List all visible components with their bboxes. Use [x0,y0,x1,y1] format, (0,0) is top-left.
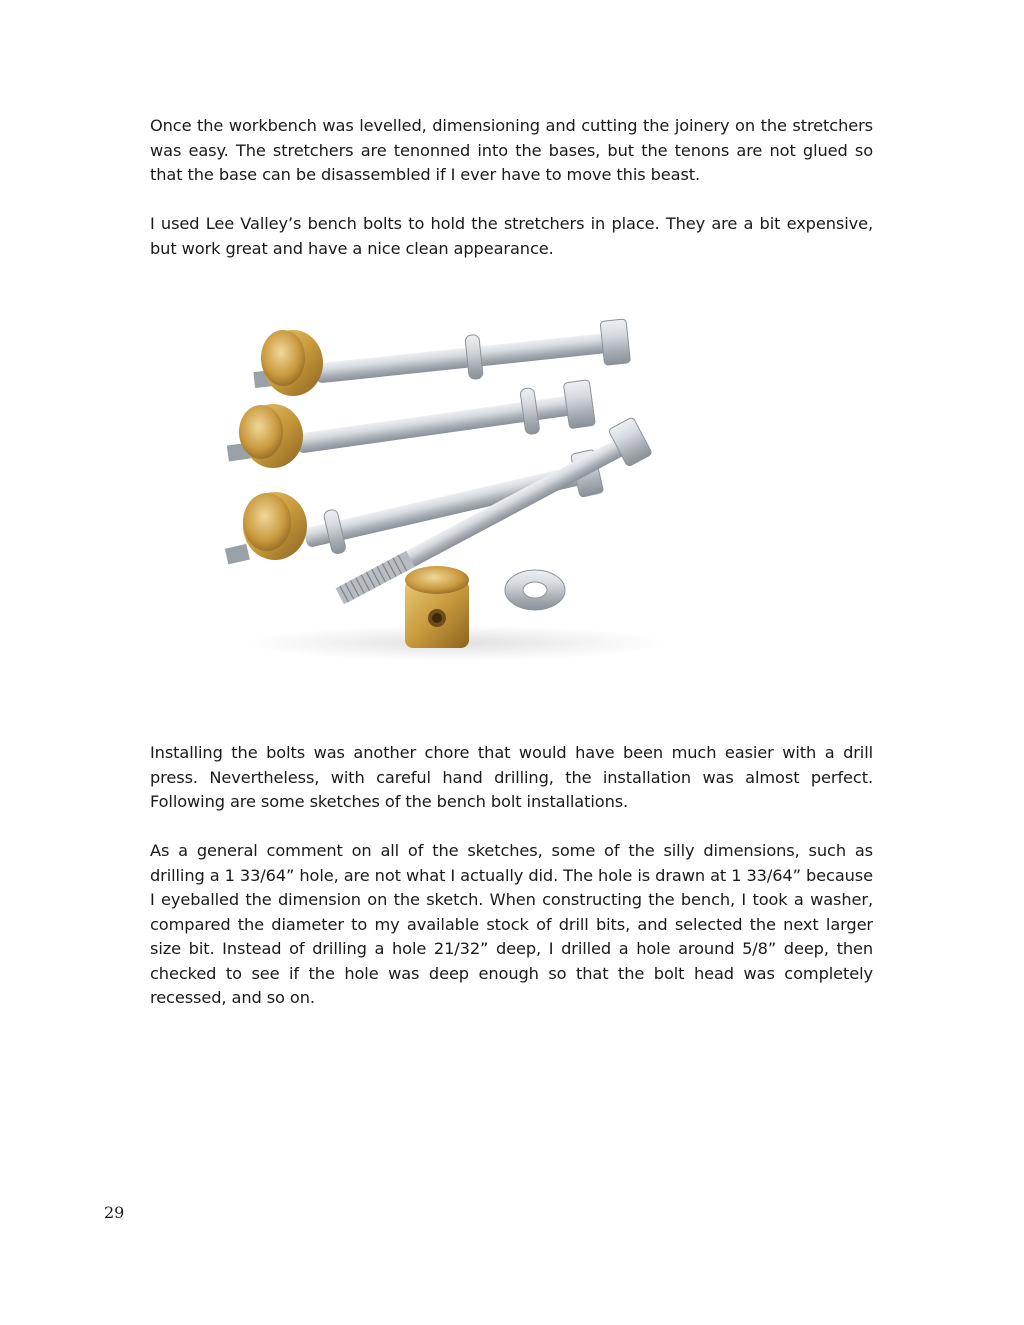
bench-bolts-photo [205,318,675,668]
bolt-2 [225,380,596,477]
paragraph-workbench-levelled: Once the workbench was levelled, dimensioning and cutting the joinery on the stretchers was easy. The stretchers are tenonned into the bases, but the tenons are not glued so that the base can be disassembled if I ever have to move this beast. [150,116,873,184]
paragraph-installing-bolts: Installing the bolts was another chore that would have been much easier with a drill press. Nevertheless, with careful hand drilling, the installation was almost perfect. Following are some sketches of the bench bolt installations. [150,743,873,811]
loose-brass-nut [405,566,469,648]
loose-washer [505,570,565,610]
page-number: 29 [104,1203,125,1222]
paragraph-general-comment: As a general comment on all of the sketches, some of the silly dimensions, such as drilling a 1 33/64” hole, are not what I actually did. The hole is drawn at 1 33/64” because I eyeballed the dimension on the sketch. When constructing the bench, I took a washer, compared the diameter to my available stock of drill bits, and selected the next larger size bit. Instead of drilling a hole 21/32” deep, I drilled a hole around 5/8” deep, then checked to see if the hole was deep enough so that the bolt head was completely recessed, and so on. [150,841,873,1007]
paragraph-bench-bolts: I used Lee Valley’s bench bolts to hold the stretchers in place. They are a bit expensive, but work great and have a nice clean appearance. [150,214,873,258]
